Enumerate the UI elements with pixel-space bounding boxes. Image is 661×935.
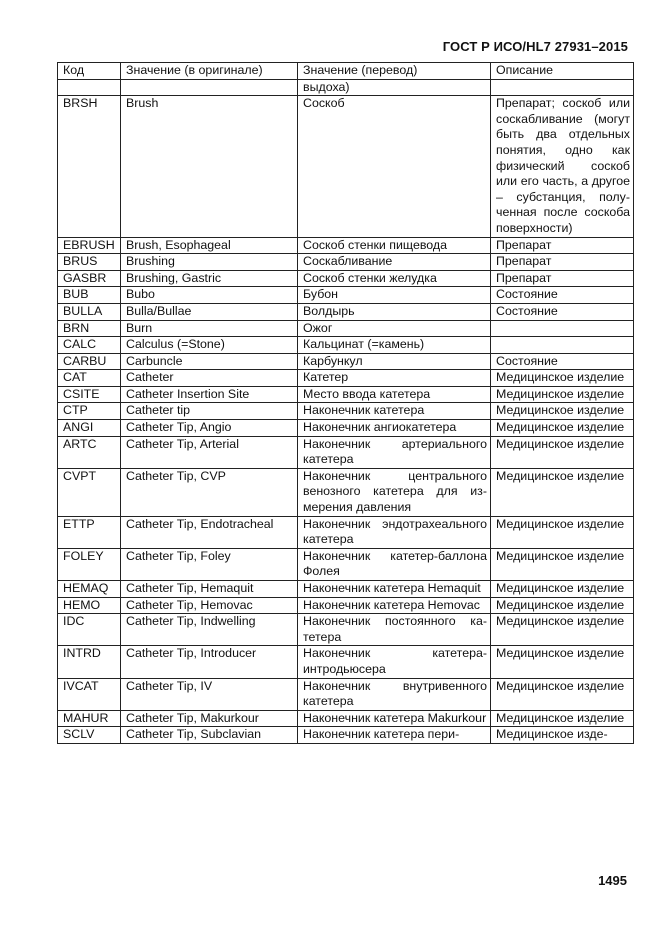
cell-code: CVPT (58, 468, 121, 516)
table-row (58, 270, 634, 287)
table-row (58, 386, 634, 403)
cell-description: Медицинское изделие (491, 468, 634, 516)
cell-code: MAHUR (58, 710, 121, 727)
cell-original: Catheter Tip, Foley (121, 548, 298, 580)
cell-code: GASBR (58, 270, 121, 287)
table-body (58, 79, 634, 743)
cell-translation: Наконечник внутривенного катетера (298, 678, 491, 710)
cell-translation: Место ввода катетера (298, 386, 491, 403)
table-row (58, 79, 634, 96)
cell-code: IVCAT (58, 678, 121, 710)
table-row (58, 96, 634, 237)
column-header-description: Описание (491, 63, 634, 80)
cell-translation: Наконечник катетера-интродьюсера (298, 646, 491, 678)
cell-original: Brushing, Gastric (121, 270, 298, 287)
cell-code: BRN (58, 320, 121, 337)
cell-original: Catheter Tip, IV (121, 678, 298, 710)
cell-translation: Наконечник постоянного катетера (298, 614, 491, 646)
cell-translation: Наконечник катетера (298, 403, 491, 420)
cell-description: Медицинское изделие (491, 386, 634, 403)
cell-description (491, 79, 634, 96)
cell-code: BRUS (58, 254, 121, 271)
cell-original: Catheter tip (121, 403, 298, 420)
table-header-row (58, 63, 634, 80)
table-row (58, 727, 634, 744)
cell-description: Медицинское изделие (491, 597, 634, 614)
cell-translation: Наконечник катетера Hemaquit (298, 581, 491, 598)
table-row (58, 436, 634, 468)
cell-code: CSITE (58, 386, 121, 403)
cell-translation: Наконечник катетер-баллона Фолея (298, 548, 491, 580)
cell-description: Медицинское изделие (491, 516, 634, 548)
cell-code: INTRD (58, 646, 121, 678)
cell-original: Catheter Tip, Angio (121, 420, 298, 437)
cell-code: CTP (58, 403, 121, 420)
cell-code: CAT (58, 370, 121, 387)
cell-description: Препарат (491, 254, 634, 271)
cell-original: Catheter Tip, Indwelling (121, 614, 298, 646)
cell-original: Catheter Insertion Site (121, 386, 298, 403)
cell-original: Bulla/Bullae (121, 303, 298, 320)
cell-description: Медицинское изде- (491, 727, 634, 744)
column-header-code: Код (58, 63, 121, 80)
table-row (58, 710, 634, 727)
cell-translation: Соскоб стенки желудка (298, 270, 491, 287)
table-row (58, 420, 634, 437)
cell-code: BUB (58, 287, 121, 304)
cell-description: Медицинское изделие (491, 436, 634, 468)
cell-original: Catheter Tip, Arterial (121, 436, 298, 468)
cell-description: Медицинское изделие (491, 581, 634, 598)
cell-translation: выдоха) (298, 79, 491, 96)
cell-description (491, 337, 634, 354)
cell-description (491, 320, 634, 337)
cell-translation: Наконечник центрального венозного катетера для измерения давления (298, 468, 491, 516)
cell-description: Препарат (491, 270, 634, 287)
cell-original: Carbuncle (121, 353, 298, 370)
cell-code: CARBU (58, 353, 121, 370)
cell-original: Brush (121, 96, 298, 237)
cell-translation: Наконечник эндотрахеального катетера (298, 516, 491, 548)
cell-original: Catheter Tip, Hemaquit (121, 581, 298, 598)
cell-original: Burn (121, 320, 298, 337)
cell-translation: Наконечник катетера Hemovac (298, 597, 491, 614)
cell-description: Состояние (491, 353, 634, 370)
cell-translation: Карбункул (298, 353, 491, 370)
table-row (58, 646, 634, 678)
cell-description: Медицинское изделие (491, 710, 634, 727)
cell-code: HEMO (58, 597, 121, 614)
table-row (58, 597, 634, 614)
table-row (58, 287, 634, 304)
cell-translation: Катетер (298, 370, 491, 387)
table-row (58, 337, 634, 354)
cell-original: Brush, Esophageal (121, 237, 298, 254)
table-row (58, 303, 634, 320)
cell-translation: Наконечник катетера пери- (298, 727, 491, 744)
cell-original: Catheter Tip, CVP (121, 468, 298, 516)
cell-translation: Наконечник артериального катетера (298, 436, 491, 468)
table-row (58, 678, 634, 710)
cell-code: EBRUSH (58, 237, 121, 254)
cell-translation: Соскоб стенки пищевода (298, 237, 491, 254)
cell-code: IDC (58, 614, 121, 646)
table-row (58, 516, 634, 548)
code-table (57, 62, 634, 744)
cell-original: Catheter Tip, Endotracheal (121, 516, 298, 548)
cell-description: Медицинское изделие (491, 370, 634, 387)
cell-translation: Бубон (298, 287, 491, 304)
cell-description: Медицинское изделие (491, 403, 634, 420)
cell-description: Препарат; соскоб или соскабливание (могут быть два отдельных понятия, одно как физический соскоб или его часть, а другое – субстанция, полученная после соскоба поверхности) (491, 96, 634, 237)
cell-code: ARTC (58, 436, 121, 468)
cell-code: ETTP (58, 516, 121, 548)
table-row (58, 581, 634, 598)
cell-description: Медицинское изделие (491, 614, 634, 646)
cell-description: Медицинское изделие (491, 646, 634, 678)
table-row (58, 403, 634, 420)
table-row (58, 614, 634, 646)
cell-code (58, 79, 121, 96)
table-row (58, 254, 634, 271)
cell-code: ANGI (58, 420, 121, 437)
cell-translation: Соскабливание (298, 254, 491, 271)
table-row (58, 370, 634, 387)
cell-original: Calculus (=Stone) (121, 337, 298, 354)
table-row (58, 353, 634, 370)
cell-code: SCLV (58, 727, 121, 744)
cell-translation: Наконечник ангиокатетера (298, 420, 491, 437)
cell-original (121, 79, 298, 96)
cell-code: FOLEY (58, 548, 121, 580)
page-number: 1495 (598, 873, 627, 888)
cell-original: Catheter Tip, Introducer (121, 646, 298, 678)
cell-description: Медицинское изделие (491, 678, 634, 710)
cell-original: Catheter Tip, Subclavian (121, 727, 298, 744)
cell-description: Состояние (491, 287, 634, 304)
table-row (58, 320, 634, 337)
column-header-translation: Значение (перевод) (298, 63, 491, 80)
cell-original: Bubo (121, 287, 298, 304)
cell-original: Catheter Tip, Makurkour (121, 710, 298, 727)
document-header: ГОСТ Р ИСО/HL7 27931–2015 (442, 39, 628, 54)
cell-description: Препарат (491, 237, 634, 254)
cell-code: BULLA (58, 303, 121, 320)
cell-code: BRSH (58, 96, 121, 237)
cell-original: Catheter (121, 370, 298, 387)
table-row (58, 237, 634, 254)
cell-translation: Ожог (298, 320, 491, 337)
cell-description: Состояние (491, 303, 634, 320)
cell-description: Медицинское изделие (491, 420, 634, 437)
table-row (58, 468, 634, 516)
cell-original: Brushing (121, 254, 298, 271)
cell-translation: Волдырь (298, 303, 491, 320)
cell-translation: Кальцинат (=камень) (298, 337, 491, 354)
cell-description: Медицинское изделие (491, 548, 634, 580)
cell-translation: Наконечник катетера Makurkour (298, 710, 491, 727)
table-row (58, 548, 634, 580)
cell-original: Catheter Tip, Hemovac (121, 597, 298, 614)
cell-code: CALC (58, 337, 121, 354)
cell-code: HEMAQ (58, 581, 121, 598)
column-header-original: Значение (в оригинале) (121, 63, 298, 80)
cell-translation: Соскоб (298, 96, 491, 237)
